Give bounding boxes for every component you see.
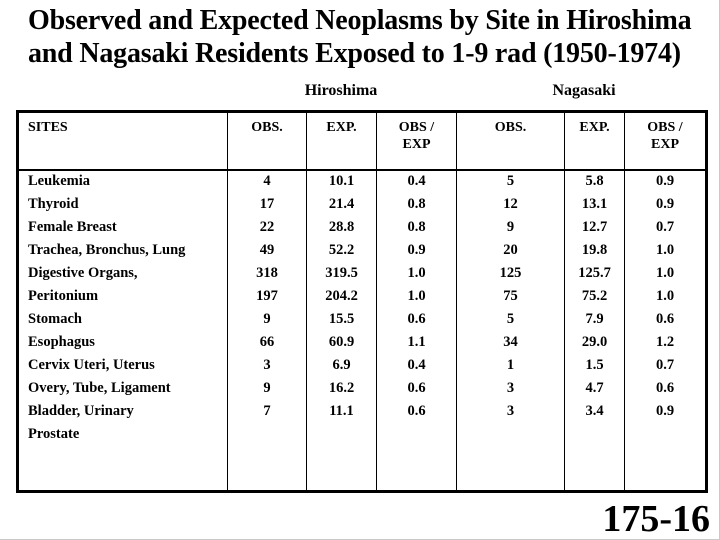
cell-h_ratio: 0.6 (377, 400, 457, 423)
cell-h_exp: 10.1 (307, 170, 377, 193)
cell-h_obs: 318 (228, 262, 307, 285)
cell-h_ratio: 0.9 (377, 239, 457, 262)
cell-n_ratio: 1.0 (625, 239, 707, 262)
table-row (18, 170, 707, 193)
column-header-n_ratio: OBS / EXP (625, 112, 707, 170)
cell-h_exp: 11.1 (307, 400, 377, 423)
cell-n_ratio: 1.0 (625, 262, 707, 285)
header-row (18, 112, 707, 170)
column-header-n_exp: EXP. (565, 112, 625, 170)
table-row (18, 285, 707, 308)
column-header-site: SITES (18, 112, 228, 170)
cell-n_ratio (625, 423, 707, 446)
empty-cell (457, 446, 565, 492)
cell-n_ratio: 1.0 (625, 285, 707, 308)
cell-h_obs: 66 (228, 331, 307, 354)
empty-row (18, 446, 707, 492)
table-row (18, 331, 707, 354)
cell-h_obs: 7 (228, 400, 307, 423)
cell-n_exp: 19.8 (565, 239, 625, 262)
cell-n_obs: 5 (457, 308, 565, 331)
cell-n_exp: 7.9 (565, 308, 625, 331)
cell-h_obs: 3 (228, 354, 307, 377)
cell-h_obs: 17 (228, 193, 307, 216)
cell-site: Esophagus (18, 331, 228, 354)
column-header-h_ratio: OBS / EXP (377, 112, 457, 170)
cell-n_exp: 4.7 (565, 377, 625, 400)
cell-n_exp: 75.2 (565, 285, 625, 308)
cell-h_obs: 49 (228, 239, 307, 262)
cell-h_exp: 52.2 (307, 239, 377, 262)
cell-h_ratio: 0.8 (377, 193, 457, 216)
cell-h_ratio: 1.1 (377, 331, 457, 354)
cell-n_obs: 34 (457, 331, 565, 354)
cell-n_obs: 3 (457, 400, 565, 423)
empty-cell (228, 446, 307, 492)
cell-h_obs: 9 (228, 308, 307, 331)
cell-site: Overy, Tube, Ligament (18, 377, 228, 400)
cell-site: Bladder, Urinary (18, 400, 228, 423)
title-line-2: and Nagasaki Residents Exposed to 1-9 rad (1950-1974) (28, 38, 681, 69)
cell-n_obs: 9 (457, 216, 565, 239)
slide-title (28, 4, 691, 70)
cell-h_exp: 16.2 (307, 377, 377, 400)
cell-n_obs: 3 (457, 377, 565, 400)
cell-h_obs: 9 (228, 377, 307, 400)
cell-n_exp: 13.1 (565, 193, 625, 216)
group-header-hiroshima: Hiroshima (304, 82, 378, 99)
cell-site: Prostate (18, 423, 228, 446)
column-header-h_exp: EXP. (307, 112, 377, 170)
cell-h_exp: 319.5 (307, 262, 377, 285)
cell-n_ratio: 0.6 (625, 308, 707, 331)
empty-cell (625, 446, 707, 492)
cell-n_obs: 12 (457, 193, 565, 216)
cell-n_exp: 3.4 (565, 400, 625, 423)
table-row (18, 216, 707, 239)
cell-n_exp (565, 423, 625, 446)
table-row (18, 423, 707, 446)
table-row (18, 400, 707, 423)
cell-n_obs: 20 (457, 239, 565, 262)
cell-h_exp: 6.9 (307, 354, 377, 377)
cell-h_obs: 22 (228, 216, 307, 239)
cell-site: Female Breast (18, 216, 228, 239)
cell-h_exp: 204.2 (307, 285, 377, 308)
cell-h_ratio: 0.8 (377, 216, 457, 239)
table-body (18, 170, 707, 492)
cell-n_ratio: 1.2 (625, 331, 707, 354)
cell-h_ratio (377, 423, 457, 446)
cell-site: Cervix Uteri, Uterus (18, 354, 228, 377)
cell-h_ratio: 0.4 (377, 354, 457, 377)
cell-h_ratio: 0.4 (377, 170, 457, 193)
empty-cell (377, 446, 457, 492)
cell-n_obs: 1 (457, 354, 565, 377)
cell-site: Stomach (18, 308, 228, 331)
cell-n_obs: 75 (457, 285, 565, 308)
cell-n_ratio: 0.6 (625, 377, 707, 400)
cell-h_exp: 28.8 (307, 216, 377, 239)
cell-h_ratio: 0.6 (377, 377, 457, 400)
cell-n_ratio: 0.9 (625, 400, 707, 423)
table-row (18, 354, 707, 377)
cell-site: Thyroid (18, 193, 228, 216)
slide-number: 175-16 (602, 498, 710, 540)
cell-h_ratio: 1.0 (377, 262, 457, 285)
cell-h_exp (307, 423, 377, 446)
cell-n_ratio: 0.7 (625, 354, 707, 377)
table-row (18, 308, 707, 331)
cell-n_exp: 12.7 (565, 216, 625, 239)
cell-n_ratio: 0.7 (625, 216, 707, 239)
cell-n_exp: 1.5 (565, 354, 625, 377)
cell-site: Peritonium (18, 285, 228, 308)
table-row (18, 377, 707, 400)
cell-n_ratio: 0.9 (625, 193, 707, 216)
column-header-n_obs: OBS. (457, 112, 565, 170)
empty-cell (565, 446, 625, 492)
column-header-h_obs: OBS. (228, 112, 307, 170)
cell-h_ratio: 1.0 (377, 285, 457, 308)
table-row (18, 193, 707, 216)
cell-n_exp: 125.7 (565, 262, 625, 285)
cell-n_ratio: 0.9 (625, 170, 707, 193)
cell-h_obs: 197 (228, 285, 307, 308)
table-row (18, 262, 707, 285)
group-header-nagasaki: Nagasaki (552, 82, 616, 99)
cell-h_exp: 21.4 (307, 193, 377, 216)
cell-n_exp: 29.0 (565, 331, 625, 354)
cell-h_obs: 4 (228, 170, 307, 193)
cell-site: Leukemia (18, 170, 228, 193)
empty-cell (18, 446, 228, 492)
neoplasm-table (16, 110, 708, 493)
cell-h_exp: 15.5 (307, 308, 377, 331)
cell-h_ratio: 0.6 (377, 308, 457, 331)
empty-cell (307, 446, 377, 492)
cell-site: Trachea, Bronchus, Lung (18, 239, 228, 262)
cell-n_exp: 5.8 (565, 170, 625, 193)
table-row (18, 239, 707, 262)
cell-n_obs: 5 (457, 170, 565, 193)
cell-n_obs (457, 423, 565, 446)
cell-h_exp: 60.9 (307, 331, 377, 354)
cell-n_obs: 125 (457, 262, 565, 285)
cell-h_obs (228, 423, 307, 446)
title-line-1: Observed and Expected Neoplasms by Site in Hiroshima (28, 5, 692, 36)
cell-site: Digestive Organs, (18, 262, 228, 285)
